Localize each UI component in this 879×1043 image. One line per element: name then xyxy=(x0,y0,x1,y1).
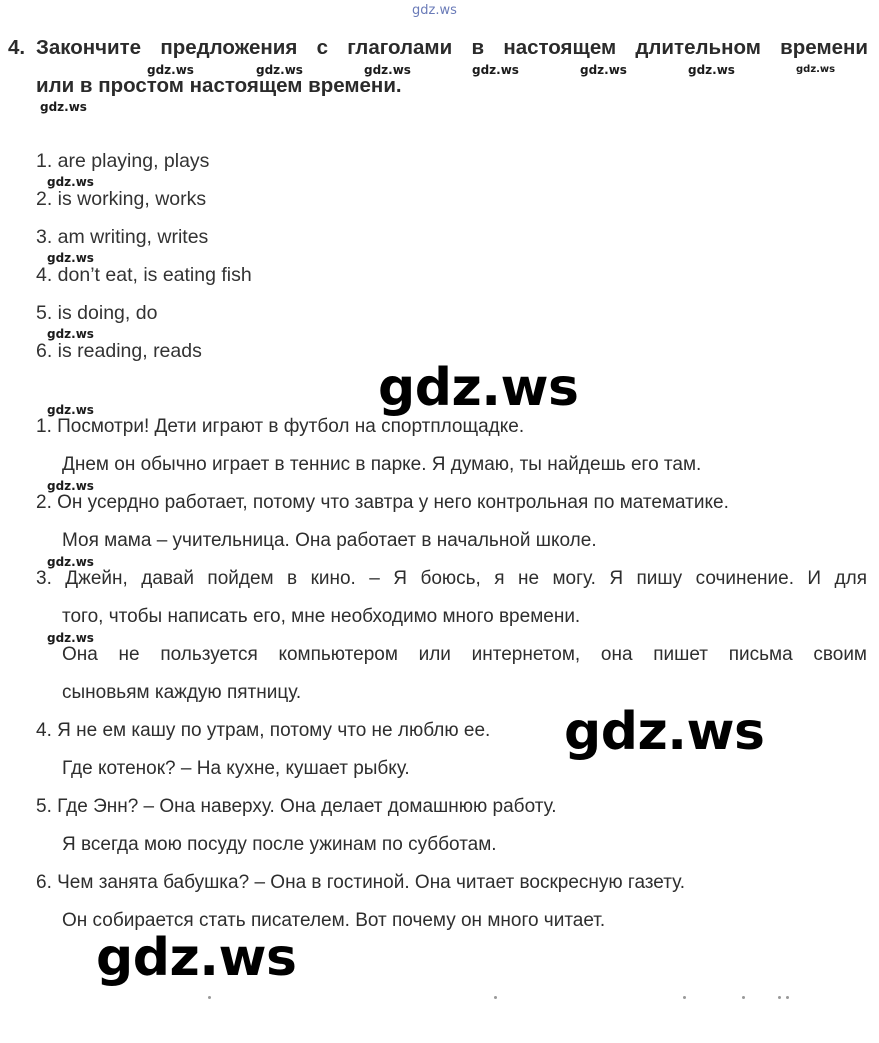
translation-line: того, чтобы написать его, мне необходимо много времени. xyxy=(62,606,581,627)
exercise-number: 4. xyxy=(8,36,26,59)
watermark-large: gdz.ws xyxy=(96,928,297,988)
remnant-dot xyxy=(786,996,789,999)
exercise-title-line1: Закончите предложения с глаголами в настоящем длительном времени xyxy=(36,36,868,59)
answer-item: 2. is working, works xyxy=(36,188,207,210)
exercise-title-line2: или в простом настоящем времени. xyxy=(36,74,402,97)
remnant-dot xyxy=(778,996,781,999)
watermark-small: gdz.ws xyxy=(47,251,94,265)
remnant-dot xyxy=(208,996,211,999)
translation-line: 5. Где Энн? – Она наверху. Она делает домашнюю работу. xyxy=(36,796,557,817)
translation-line: 4. Я не ем кашу по утрам, потому что не люблю ее. xyxy=(36,720,491,741)
top-watermark: gdz.ws xyxy=(412,3,457,18)
translation-line: Моя мама – учительница. Она работает в начальной школе. xyxy=(62,530,597,551)
answer-item: 5. is doing, do xyxy=(36,302,158,324)
translation-line: 1. Посмотри! Дети играют в футбол на спортплощадке. xyxy=(36,416,525,437)
watermark-small: gdz.ws xyxy=(796,64,836,75)
remnant-dot xyxy=(683,996,686,999)
watermark-small: gdz.ws xyxy=(472,63,519,77)
translation-line: 2. Он усердно работает, потому что завтра у него контрольная по математике. xyxy=(36,492,729,513)
translation-line: Он собирается стать писателем. Вот почему он много читает. xyxy=(62,910,606,931)
answer-item: 4. don’t eat, is eating fish xyxy=(36,264,252,286)
translation-line: Где котенок? – На кухне, кушает рыбку. xyxy=(62,758,410,779)
watermark-small: gdz.ws xyxy=(40,100,87,114)
watermark-large: gdz.ws xyxy=(564,702,765,762)
watermark-small: gdz.ws xyxy=(47,175,94,189)
watermark-small: gdz.ws xyxy=(47,555,94,569)
watermark-small: gdz.ws xyxy=(47,327,94,341)
watermark-small: gdz.ws xyxy=(256,63,303,77)
translation-line: сыновьям каждую пятницу. xyxy=(62,682,302,703)
translation-line: 6. Чем занята бабушка? – Она в гостиной. Она читает воскресную газету. xyxy=(36,872,686,893)
translation-line: Она не пользуется компьютером или интернетом, она пишет письма своим xyxy=(62,644,867,665)
watermark-large: gdz.ws xyxy=(378,358,579,418)
translation-line: Днем он обычно играет в теннис в парке. Я думаю, ты найдешь его там. xyxy=(62,454,702,475)
watermark-small: gdz.ws xyxy=(47,631,94,645)
translation-line: 3. Джейн, давай пойдем в кино. – Я боюсь, я не могу. Я пишу сочинение. И для xyxy=(36,568,867,589)
answer-item: 3. am writing, writes xyxy=(36,226,209,248)
cropped-text-remnants xyxy=(0,996,879,1002)
answer-item: 1. are playing, plays xyxy=(36,150,210,172)
watermark-small: gdz.ws xyxy=(688,63,735,77)
watermark-small: gdz.ws xyxy=(147,63,194,77)
watermark-small: gdz.ws xyxy=(364,63,411,77)
watermark-small: gdz.ws xyxy=(580,63,627,77)
remnant-dot xyxy=(494,996,497,999)
watermark-small: gdz.ws xyxy=(47,479,94,493)
translation-line: Я всегда мою посуду после ужинам по субботам. xyxy=(62,834,497,855)
watermark-small: gdz.ws xyxy=(47,403,94,417)
answer-item: 6. is reading, reads xyxy=(36,340,202,362)
remnant-dot xyxy=(742,996,745,999)
